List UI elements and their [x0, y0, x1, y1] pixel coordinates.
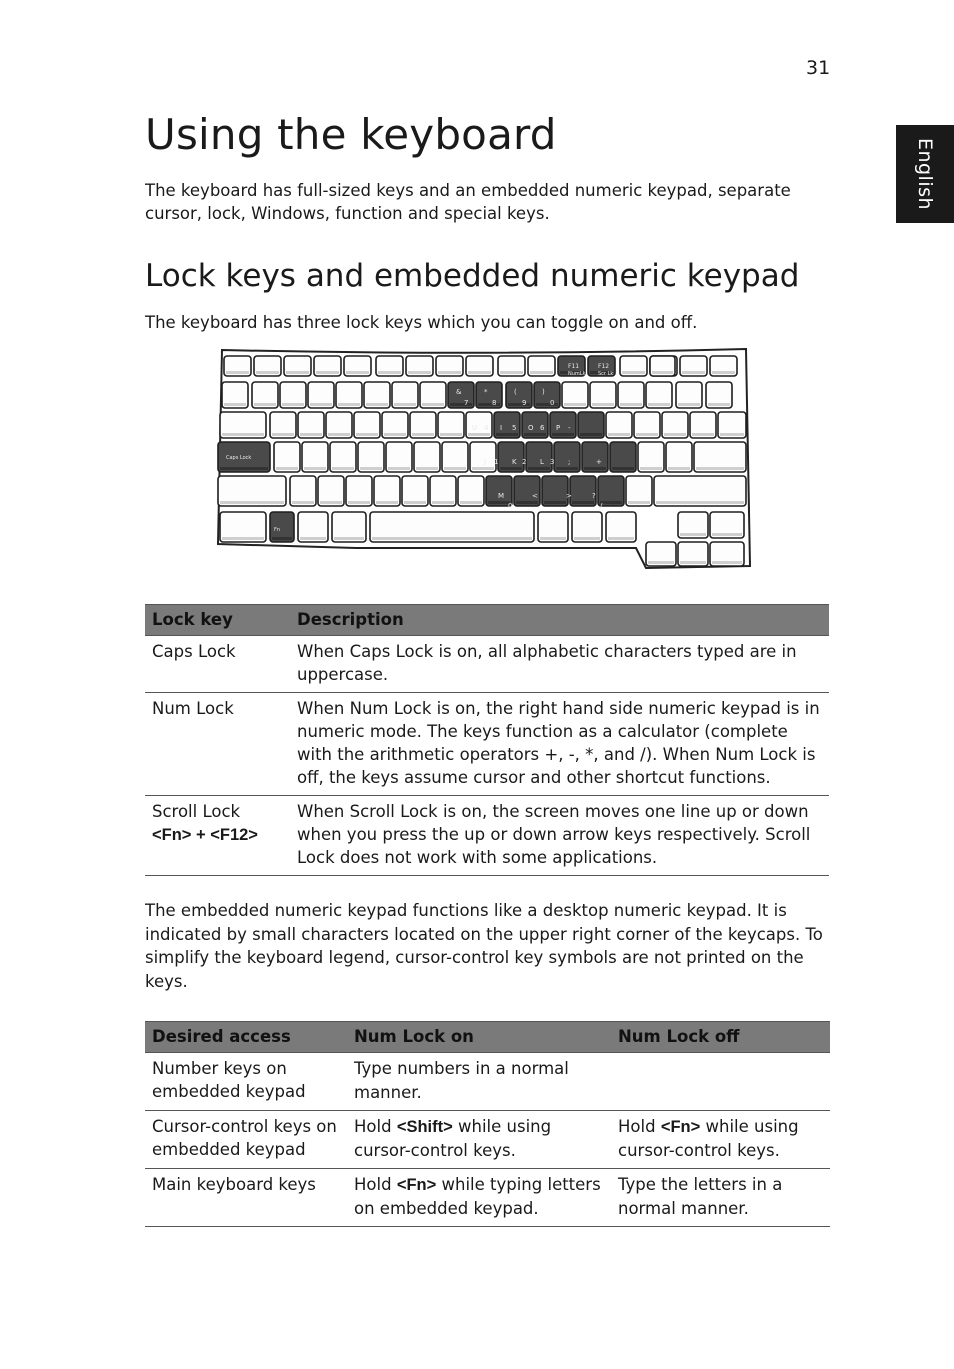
- key-label-f11-sub: NumLk: [568, 371, 586, 377]
- on-text: Type numbers in a normal manner.: [354, 1059, 569, 1102]
- off-key: <Fn>: [660, 1118, 701, 1136]
- key-shadow: [524, 433, 546, 436]
- key-label-f12-sub: Scr Lk: [598, 371, 614, 377]
- lock-key-cell: [145, 796, 290, 876]
- keypad-legend: -: [568, 424, 571, 432]
- key-shadow: [636, 433, 658, 436]
- keypad-legend: P: [556, 424, 561, 432]
- keypad-legend: O: [528, 424, 534, 432]
- keypad-legend: /: [600, 502, 603, 510]
- key-shadow: [394, 403, 416, 406]
- keypad-legend: U: [472, 424, 478, 432]
- key-shadow: [544, 501, 566, 504]
- numlock-off-cell: [611, 1169, 830, 1227]
- key-shadow: [712, 561, 742, 564]
- key-shadow: [286, 371, 309, 374]
- key-shadow: [680, 533, 706, 536]
- key-shadow: [652, 371, 673, 374]
- lock-key-shortcut: <Fn> + <F12>: [152, 826, 258, 844]
- key-shadow: [530, 371, 553, 374]
- key-shadow: [276, 467, 298, 470]
- access-cell: Main keyboard keys: [145, 1169, 347, 1227]
- keypad-legend: 5: [512, 424, 517, 432]
- numlock-on-cell: [347, 1053, 611, 1111]
- key-shadow: [422, 403, 444, 406]
- lock-table-header-row: [145, 605, 829, 636]
- on-key: <Fn>: [396, 1176, 437, 1194]
- lock-keys-table: [145, 604, 829, 876]
- off-text: Type the letters in a normal manner.: [618, 1175, 783, 1218]
- table-row: [145, 796, 829, 876]
- keypad-legend: 8: [492, 399, 497, 407]
- key-shadow: [408, 371, 431, 374]
- key-shadow: [708, 403, 730, 406]
- access-header-desired: Desired access: [145, 1022, 347, 1053]
- keypad-legend: ;: [568, 458, 571, 466]
- key-shadow: [254, 403, 276, 406]
- lock-table-header-key: Lock key: [145, 605, 290, 636]
- key-shadow: [656, 501, 744, 504]
- lock-desc-cell: When Num Lock is on, the right hand side numeric keypad is in numeric mode. The keys function as a calculator (complete with the arithmetic operators +, -, *, and /). When Num Lock is off, the keys assume cursor and other shortcut functions.: [290, 693, 829, 796]
- key-shadow: [564, 403, 586, 406]
- keypad-paragraph: The embedded numeric keypad functions like a desktop numeric keypad. It is indicated by small characters located on the upper right corner of the keycaps. To simplify the keyboard legend, cursor-control key symbols are not printed on the keys.: [145, 901, 823, 991]
- key-shadow: [348, 501, 370, 504]
- key-shadow: [272, 433, 294, 436]
- key-shadow: [500, 371, 523, 374]
- keypad-legend: M: [498, 492, 505, 500]
- key-shadow: [360, 467, 382, 470]
- access-header-numlock-on: Num Lock on: [347, 1022, 611, 1053]
- key-label-caps-lock: Caps Lock: [226, 455, 252, 461]
- lock-desc-cell: When Scroll Lock is on, the screen moves one line up or down when you press the up or down arrow keys respectively. Scroll Lock does not work with some applications.: [290, 796, 829, 876]
- key-shadow: [712, 533, 742, 536]
- key-shadow: [622, 371, 645, 374]
- key-shadow: [552, 433, 574, 436]
- access-cell: Number keys on embedded keypad: [145, 1053, 347, 1111]
- key-shadow: [488, 501, 510, 504]
- key-shadow: [680, 561, 706, 564]
- table-row: [145, 1169, 830, 1227]
- key-shadow: [648, 561, 674, 564]
- page-title: Using the keyboard: [145, 110, 557, 159]
- key-shadow: [412, 433, 434, 436]
- key-shadow: [580, 433, 602, 436]
- keyboard-illustration: [216, 346, 752, 572]
- lock-key-name: Scroll Lock: [152, 802, 241, 821]
- key-shadow: [256, 371, 279, 374]
- keypad-legend: I: [500, 424, 503, 432]
- access-header-numlock-off: Num Lock off: [611, 1022, 830, 1053]
- key-shadow: [460, 501, 482, 504]
- key-shadow: [472, 467, 494, 470]
- key-shadow: [468, 433, 490, 436]
- key-shadow: [388, 467, 410, 470]
- section-heading: Lock keys and embedded numeric keypad: [145, 258, 800, 294]
- access-table-header-row: [145, 1022, 830, 1053]
- numeric-keypad-access-table: [145, 1021, 830, 1227]
- keypad-legend: 0: [508, 502, 513, 510]
- key-shadow: [300, 433, 322, 436]
- key-shadow: [310, 403, 332, 406]
- on-text: while typing letters on embedded keypad.: [354, 1175, 601, 1218]
- lock-key-cell: [145, 693, 290, 796]
- key-shadow: [356, 433, 378, 436]
- on-text: Hold: [354, 1175, 397, 1194]
- key-shadow: [226, 371, 249, 374]
- keypad-legend: *: [484, 388, 488, 396]
- keypad-legend: 0: [550, 399, 555, 407]
- key-shadow: [404, 501, 426, 504]
- key-shadow: [508, 403, 530, 406]
- key-label-f11: F11: [568, 363, 580, 370]
- numlock-on-cell: [347, 1169, 611, 1227]
- keypad-legend: 9: [522, 399, 527, 407]
- language-tab: [896, 125, 954, 223]
- keypad-legend: &: [456, 388, 462, 396]
- on-key: <Shift>: [396, 1118, 453, 1136]
- key-shadow: [438, 371, 461, 374]
- key-shadow: [282, 403, 304, 406]
- key-shadow: [608, 433, 630, 436]
- table-row: [145, 1111, 830, 1169]
- keypad-legend: <: [532, 492, 538, 500]
- key-shadow: [366, 403, 388, 406]
- key-shadow: [712, 371, 735, 374]
- section-lead-paragraph: The keyboard has three lock keys which you can toggle on and off.: [145, 313, 698, 332]
- key-shadow: [668, 467, 690, 470]
- keypad-legend: J: [484, 458, 487, 466]
- key-shadow: [556, 467, 578, 470]
- keypad-legend: .: [568, 502, 571, 510]
- key-shadow: [220, 501, 284, 504]
- keypad-legend: 4: [484, 424, 489, 432]
- off-text: Hold: [618, 1117, 661, 1136]
- off-text: while using cursor-control keys.: [618, 1117, 799, 1160]
- table-row: [145, 1053, 830, 1111]
- language-tab-label: English: [914, 137, 936, 211]
- key-shadow: [332, 467, 354, 470]
- keypad-legend: 7: [464, 399, 469, 407]
- key-shadow: [376, 501, 398, 504]
- keypad-legend: ): [542, 388, 545, 396]
- key-shadow: [664, 433, 686, 436]
- key-shadow: [378, 371, 401, 374]
- key-shadow: [600, 501, 622, 504]
- keypad-legend: L: [540, 458, 544, 466]
- key-shadow: [384, 433, 406, 436]
- key-shadow: [608, 537, 634, 540]
- key-shadow: [574, 537, 600, 540]
- lock-table-header-desc: Description: [290, 605, 829, 636]
- numlock-off-cell: [611, 1053, 830, 1111]
- key-shadow: [678, 403, 700, 406]
- key-shadow: [440, 433, 462, 436]
- key-shadow: [696, 467, 744, 470]
- key-shadow: [496, 433, 518, 436]
- keypad-legend: K: [512, 458, 517, 466]
- key-shadow: [450, 403, 472, 406]
- key-shadow: [682, 371, 705, 374]
- key-shadow: [584, 467, 606, 470]
- key-shadow: [224, 403, 246, 406]
- key-shadow: [222, 537, 264, 540]
- key-shadow: [304, 467, 326, 470]
- key-shadow: [516, 501, 538, 504]
- table-row: [145, 636, 829, 693]
- keypad-legend: .: [532, 502, 535, 510]
- key-shadow: [222, 433, 264, 436]
- key-shadow: [628, 501, 650, 504]
- on-text: while using cursor-control keys.: [354, 1117, 552, 1160]
- key-label-f12: F12: [598, 363, 610, 370]
- key-shadow: [612, 467, 634, 470]
- key-shadow: [220, 467, 268, 470]
- key-shadow: [720, 433, 744, 436]
- key-shadow: [338, 403, 360, 406]
- access-cell: Cursor-control keys on embedded keypad: [145, 1111, 347, 1169]
- keypad-legend: (: [514, 388, 517, 396]
- intro-paragraph: The keyboard has full-sized keys and an embedded numeric keypad, separate cursor, lock, Windows, function and special keys.: [145, 181, 791, 223]
- lock-key-cell: [145, 636, 290, 693]
- page-number: 31: [806, 57, 831, 79]
- keypad-legend: 1: [494, 458, 499, 466]
- keypad-legend: ?: [592, 492, 596, 500]
- key-label-fn: Fn: [274, 527, 281, 533]
- keypad-legend: 2: [522, 458, 527, 466]
- lock-key-name: Num Lock: [152, 699, 234, 718]
- key-shadow: [648, 403, 670, 406]
- key-shadow: [300, 537, 326, 540]
- key-shadow: [346, 371, 369, 374]
- key-shadow: [572, 501, 594, 504]
- keypad-legend: >: [566, 492, 572, 500]
- key-shadow: [272, 537, 292, 540]
- key-shadow: [540, 537, 566, 540]
- key-shadow: [320, 501, 342, 504]
- lock-desc-cell: When Caps Lock is on, all alphabetic characters typed are in uppercase.: [290, 636, 829, 693]
- key-shadow: [528, 467, 550, 470]
- key-shadow: [372, 537, 532, 540]
- key-shadow: [500, 467, 522, 470]
- key-shadow: [416, 467, 438, 470]
- key-shadow: [620, 403, 642, 406]
- key-shadow: [536, 403, 558, 406]
- key-shadow: [692, 433, 714, 436]
- key-shadow: [478, 403, 500, 406]
- key-shadow: [316, 371, 339, 374]
- keypad-legend: +: [596, 458, 602, 466]
- key-shadow: [640, 467, 662, 470]
- lock-key-name: Caps Lock: [152, 642, 236, 661]
- key-shadow: [328, 433, 350, 436]
- key-shadow: [468, 371, 491, 374]
- keypad-legend: 3: [550, 458, 555, 466]
- key-shadow: [444, 467, 466, 470]
- numlock-off-cell: [611, 1111, 830, 1169]
- key-shadow: [292, 501, 314, 504]
- keypad-legend: 6: [540, 424, 545, 432]
- table-row: [145, 693, 829, 796]
- key-shadow: [334, 537, 364, 540]
- numlock-on-cell: [347, 1111, 611, 1169]
- key-shadow: [432, 501, 454, 504]
- on-text: Hold: [354, 1117, 397, 1136]
- key-shadow: [592, 403, 614, 406]
